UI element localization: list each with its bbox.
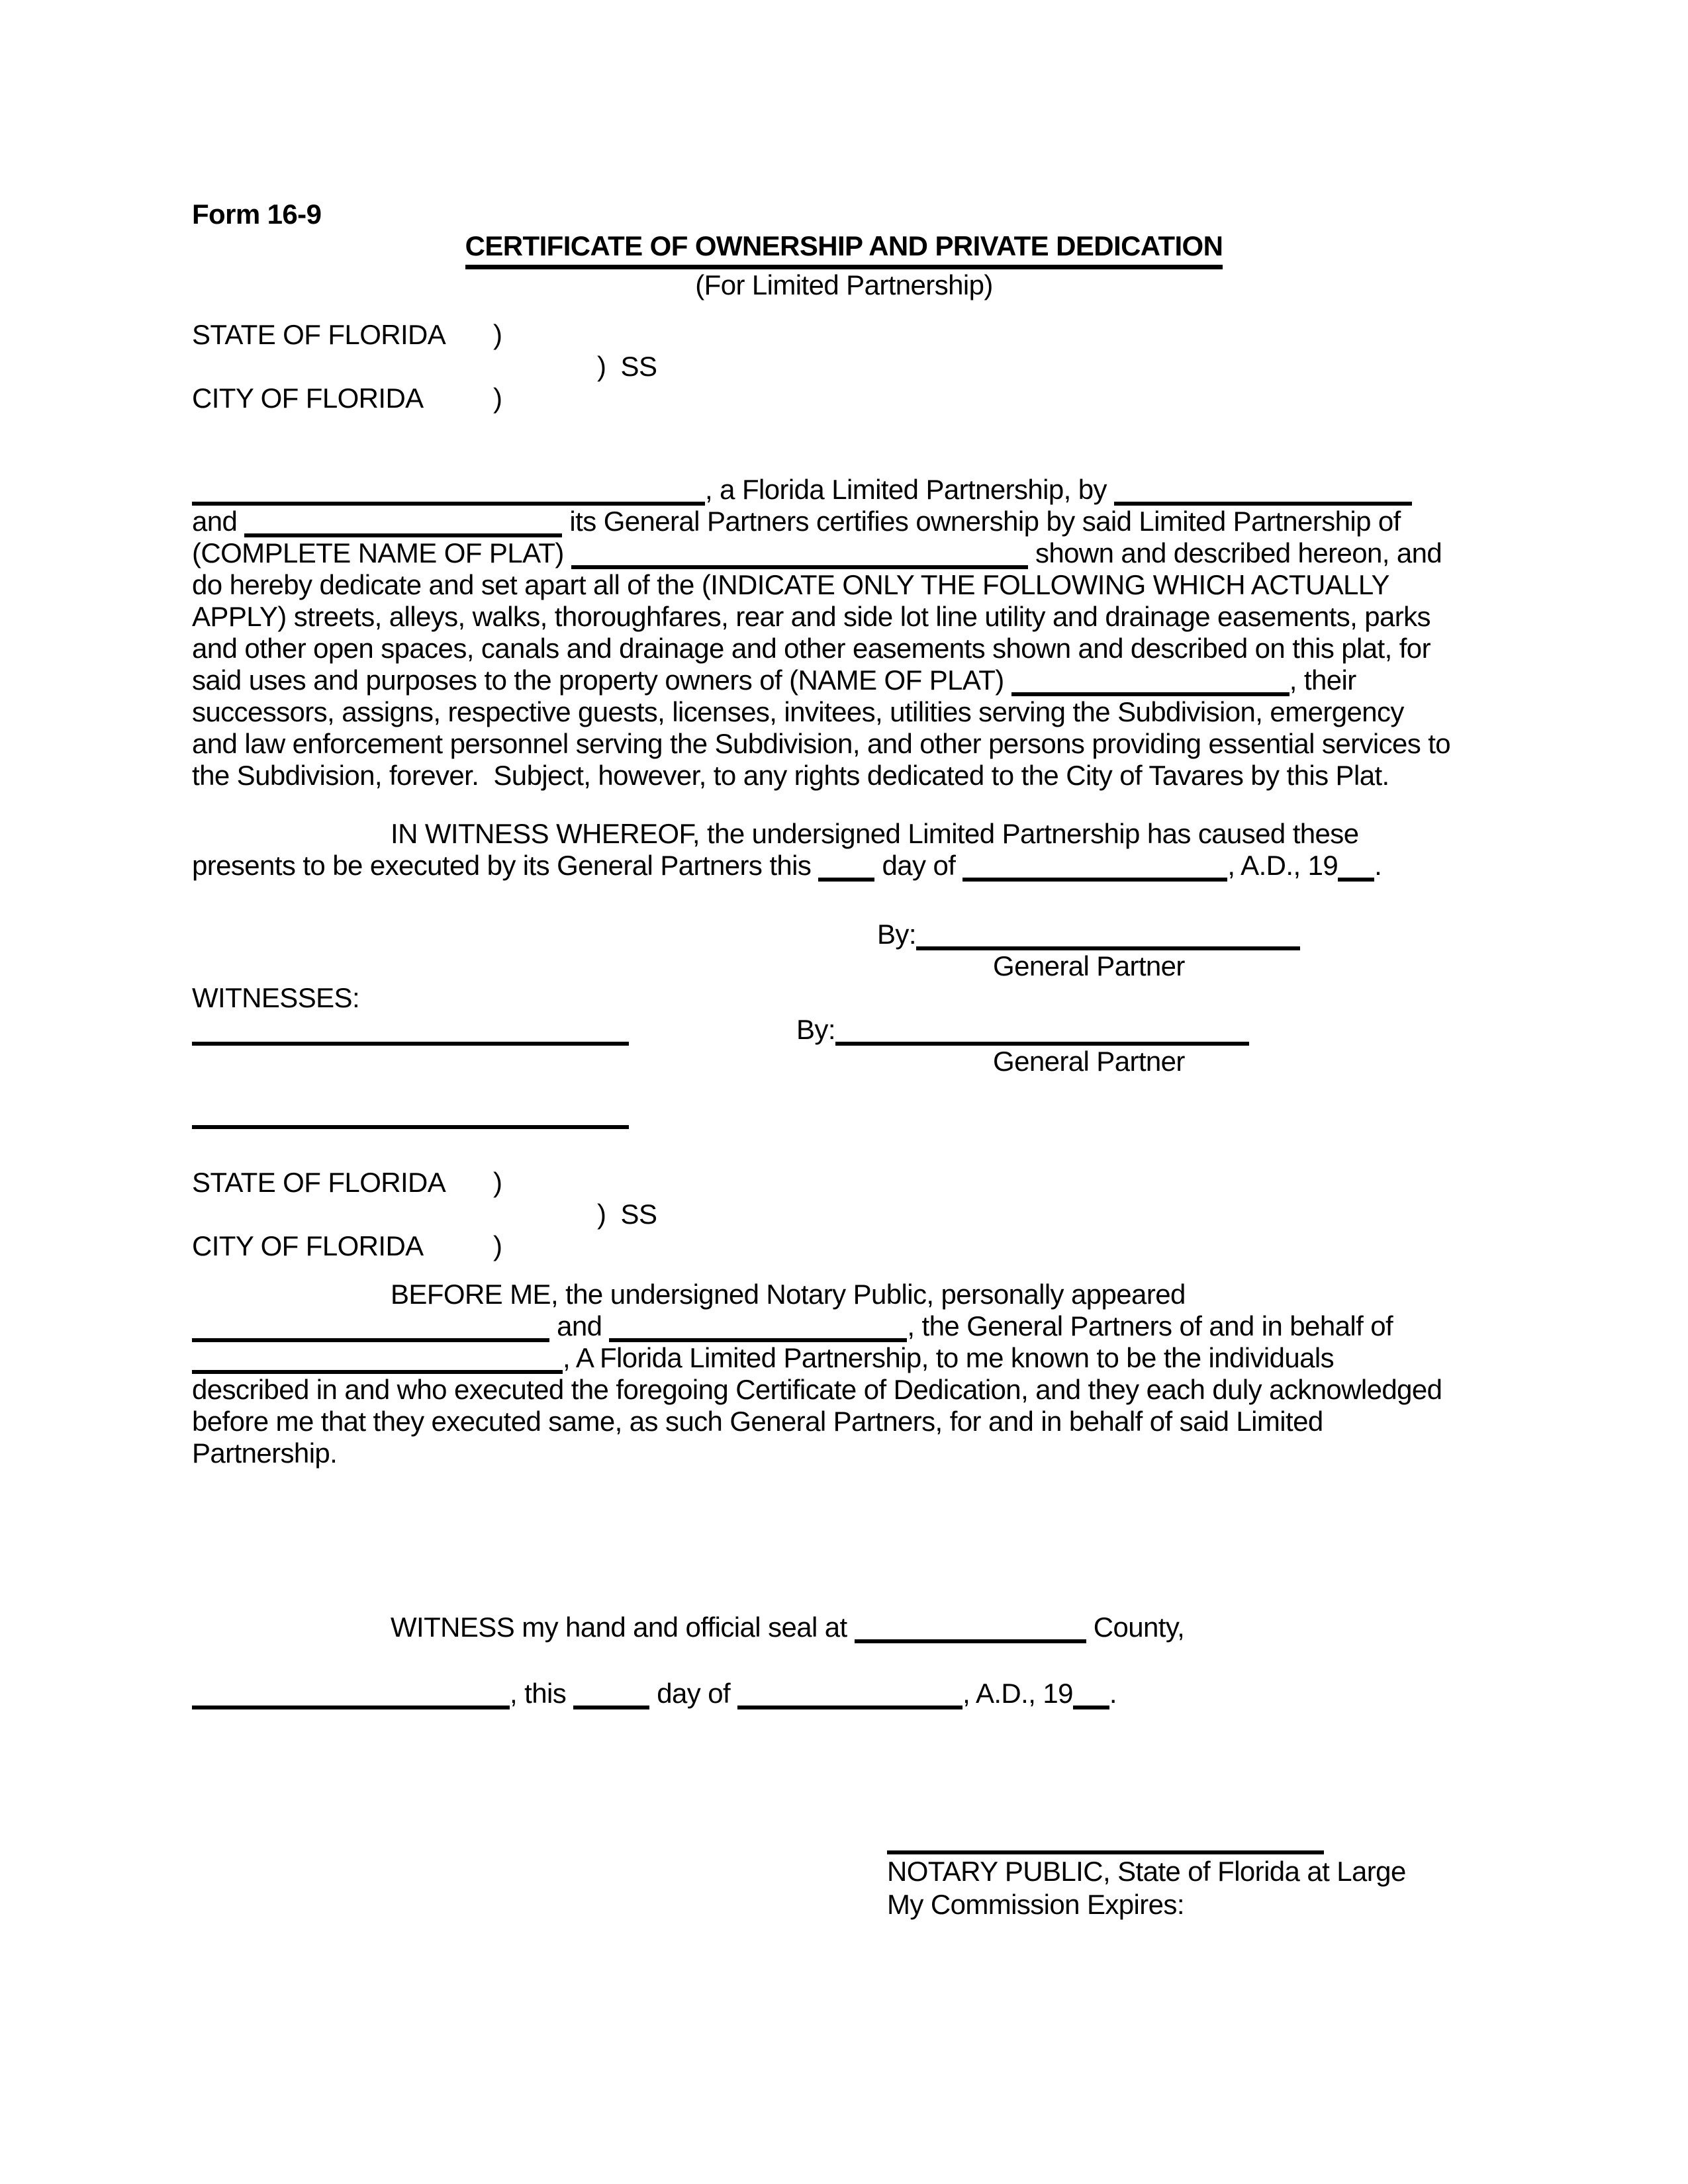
- text-run: Partnership.: [192, 1437, 338, 1469]
- notary-line: [192, 1437, 1496, 1469]
- form-number: Form 16-9: [192, 199, 322, 230]
- venue-state-line: [192, 1167, 1496, 1199]
- notary-line: [192, 1374, 1496, 1406]
- fill-in-blank: [192, 1317, 549, 1342]
- venue-paren: ): [493, 1230, 502, 1261]
- notary-line: [192, 1310, 1496, 1342]
- text-run: and law enforcement personnel serving the Subdivision, and other persons providing essential services to: [192, 728, 1451, 759]
- notary-signature-block: [192, 1822, 1496, 1921]
- text-run: its General Partners certifies ownership by said Limited Partnership of: [562, 506, 1401, 537]
- venue-block-top: [192, 319, 1496, 414]
- dedication-line: [192, 760, 1496, 792]
- general-partner-signature-line: [835, 1021, 1249, 1046]
- text-run: .: [1109, 1678, 1117, 1709]
- text-run: County,: [1086, 1612, 1185, 1643]
- commission-expires-caption: My Commission Expires:: [887, 1889, 1184, 1920]
- title-row: [192, 230, 1496, 269]
- by-signature-row-2: [796, 1014, 1249, 1045]
- general-partner-caption-1: General Partner: [993, 950, 1185, 981]
- text-run: day of: [649, 1678, 738, 1709]
- venue-state-label: STATE OF FLORIDA: [192, 1167, 446, 1198]
- venue-ss-label: ) SS: [597, 1199, 657, 1230]
- fill-in-blank: [855, 1618, 1086, 1643]
- dedication-line: [192, 506, 1496, 537]
- seal-clause-line: [192, 1612, 1496, 1643]
- document-subtitle: (For Limited Partnership): [695, 269, 993, 300]
- fill-in-blank: [737, 1684, 962, 1709]
- venue-paren: ): [493, 319, 502, 350]
- text-run: the Subdivision, forever. Subject, however, to any rights dedicated to the City of Tavares by this Plat.: [192, 760, 1389, 791]
- venue-paren: ): [493, 1167, 502, 1198]
- fill-in-blank: [818, 856, 874, 882]
- fill-in-blank: [609, 1317, 907, 1342]
- notary-signature-line-row: [887, 1822, 1496, 1855]
- venue-city-label: CITY OF FLORIDA: [192, 1230, 424, 1261]
- text-run: presents to be executed by its General Partners this: [192, 850, 819, 881]
- text-run: , A.D., 19: [962, 1678, 1073, 1709]
- witness-clause: [192, 818, 1496, 882]
- text-run: successors, assigns, respective guests, licenses, invitees, utilities serving the Subdivision, emergency: [192, 696, 1404, 727]
- witness-clause-line: [192, 818, 1496, 850]
- text-run: and: [549, 1310, 610, 1342]
- by-label: By:: [877, 919, 916, 950]
- dedication-line: [192, 664, 1496, 696]
- fill-in-blank: [1073, 1684, 1109, 1709]
- by-signature-row-1: [192, 919, 1496, 950]
- fill-in-blank: [1338, 856, 1374, 882]
- venue-block-bottom: [192, 1167, 1496, 1262]
- witness-signature-line-2-row: [192, 1097, 1496, 1129]
- venue-ss-line: [192, 351, 1496, 383]
- text-run: before me that they executed same, as such General Partners, for and in behalf of said Limited: [192, 1406, 1323, 1437]
- notary-line: [192, 1342, 1496, 1374]
- notary-line: [192, 1279, 1496, 1310]
- fill-in-blank: [962, 856, 1227, 882]
- text-run: BEFORE ME, the undersigned Notary Public, personally appeared: [391, 1279, 1186, 1310]
- document-title: CERTIFICATE OF OWNERSHIP AND PRIVATE DEDICATION: [465, 230, 1223, 269]
- text-run: and: [192, 506, 245, 537]
- dedication-paragraph: [192, 474, 1496, 792]
- venue-city-line: [192, 383, 1496, 414]
- venue-ss-line: [192, 1199, 1496, 1230]
- witness-and-by-row: [192, 1014, 1496, 1046]
- general-partner-signature-line: [916, 925, 1300, 950]
- venue-paren: ): [493, 383, 502, 414]
- dedication-line: [192, 728, 1496, 760]
- seal-clause-line: [192, 1678, 1496, 1709]
- venue-state-label: STATE OF FLORIDA: [192, 319, 446, 350]
- text-run: day of: [874, 850, 963, 881]
- general-partner-caption-2: General Partner: [993, 1046, 1185, 1077]
- fill-in-blank: [573, 1684, 649, 1709]
- witness-clause-line: [192, 850, 1496, 882]
- fill-in-blank: [1011, 671, 1289, 696]
- text-run: described in and who executed the foregoing Certificate of Dedication, and they each duly acknowledged: [192, 1374, 1442, 1405]
- text-run: , a Florida Limited Partnership, by: [705, 474, 1115, 505]
- text-run: , A Florida Limited Partnership, to me known to be the individuals: [563, 1342, 1335, 1373]
- dedication-line: [192, 601, 1496, 633]
- seal-clause: [192, 1612, 1496, 1709]
- text-run: IN WITNESS WHEREOF, the undersigned Limited Partnership has caused these: [391, 818, 1359, 849]
- notary-acknowledgment-paragraph: [192, 1279, 1496, 1469]
- fill-in-blank: [1114, 480, 1412, 506]
- notary-line: [192, 1406, 1496, 1437]
- dedication-line: [192, 537, 1496, 569]
- witness-signature-line-2: [192, 1104, 629, 1129]
- text-run: , this: [510, 1678, 574, 1709]
- fill-in-blank: [244, 512, 562, 537]
- dedication-line: [192, 474, 1496, 506]
- text-run: .: [1374, 850, 1382, 881]
- text-run: APPLY) streets, alleys, walks, thoroughfares, rear and side lot line utility and drainage easements, parks: [192, 601, 1430, 632]
- text-run: do hereby dedicate and set apart all of the (INDICATE ONLY THE FOLLOWING WHICH ACTUALLY: [192, 569, 1389, 600]
- venue-city-label: CITY OF FLORIDA: [192, 383, 424, 414]
- notary-public-caption: NOTARY PUBLIC, State of Florida at Large: [887, 1856, 1406, 1887]
- venue-ss-label: ) SS: [597, 351, 657, 382]
- by-label: By:: [796, 1014, 835, 1045]
- dedication-line: [192, 696, 1496, 728]
- text-run: (COMPLETE NAME OF PLAT): [192, 537, 571, 569]
- dedication-line: [192, 569, 1496, 601]
- notary-signature-line: [887, 1829, 1324, 1854]
- text-run: , A.D., 19: [1227, 850, 1338, 881]
- text-run: WITNESS my hand and official seal at: [391, 1612, 855, 1643]
- text-run: and other open spaces, canals and drainage and other easements shown and described on this plat, for: [192, 633, 1430, 664]
- dedication-line: [192, 633, 1496, 664]
- text-run: said uses and purposes to the property owners of (NAME OF PLAT): [192, 664, 1011, 696]
- venue-city-line: [192, 1230, 1496, 1262]
- text-run: , the General Partners of and in behalf of: [907, 1310, 1393, 1342]
- fill-in-blank: [192, 480, 705, 506]
- witnesses-label: WITNESSES:: [192, 982, 360, 1013]
- text-run: shown and described hereon, and: [1027, 537, 1442, 569]
- fill-in-blank: [571, 544, 1028, 569]
- fill-in-blank: [192, 1684, 510, 1709]
- witness-signature-line-1: [192, 1021, 629, 1046]
- text-run: , their: [1289, 664, 1356, 696]
- fill-in-blank: [192, 1349, 563, 1374]
- venue-state-line: [192, 319, 1496, 351]
